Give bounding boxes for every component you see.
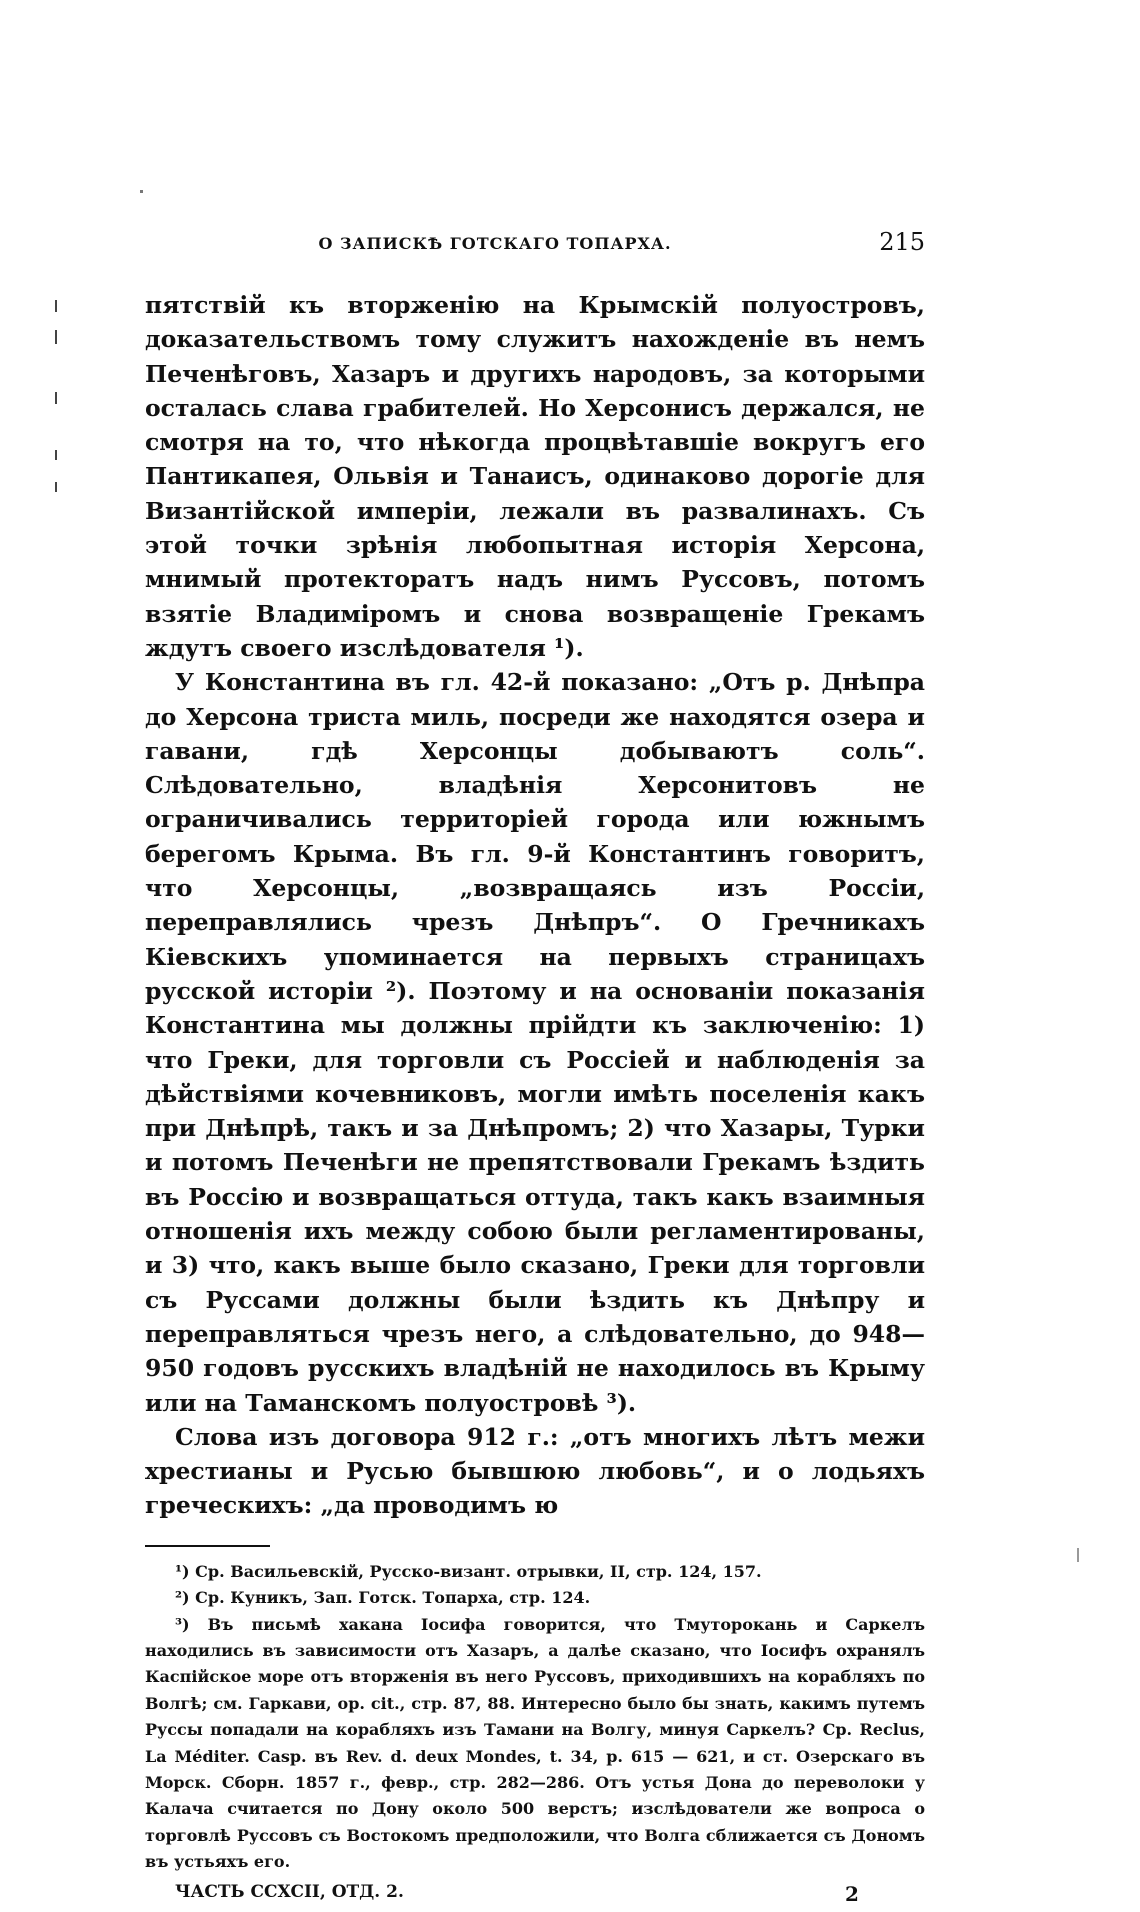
scan-margin-mark — [55, 392, 57, 404]
paragraph: Слова изъ договора 912 г.: „отъ многихъ лѣтъ межи хрестианы и Русью бывшюю любовь“, и о лодьяхъ греческихъ: „да проводимъ ю — [145, 1422, 925, 1520]
page-footer — [145, 1882, 925, 1912]
footnote-separator — [145, 1545, 270, 1547]
printer-signature: ЧАСТЬ CCXCII, ОТД. 2. — [175, 1881, 404, 1902]
paragraph: У Константина въ гл. 42-й показано: „Отъ р. Днѣпра до Херсона триста миль, посреди же находятся озера и гавани, гдѣ Херсонцы добываютъ соль“. Слѣдовательно, владѣнія Херсонитовъ не ограничивались территоріей города или южнымъ берегомъ Крыма. Въ гл. 9-й Константинъ говоритъ, что Херсонцы, „возвращаясь изъ Россіи, переправлялись чрезъ Днѣпръ“. О Гречникахъ Кіевскихъ упоминается на первыхъ страницахъ русской исторіи ²). Поэтому и на основаніи показанія Константина мы должны прійдти къ заключенію: 1) что Греки, для торговли съ Россіей и наблюденія за дѣйствіями кочевниковъ, могли имѣть поселенія какъ при Днѣпрѣ, такъ и за Днѣпромъ; 2) что Хазары, Турки и потомъ Печенѣги не препятствовали Грекамъ ѣздить въ Россію и возвращаться оттуда, такъ какъ взаимныя отношенія ихъ между собою были регламентированы, и 3) что, какъ выше было сказано, Греки для торговли съ Руссами должны были ѣздить къ Днѣпру и переправляться чрезъ него, а слѣдовательно, до 948—950 годовъ русскихъ владѣній не находилось въ Крыму или на Таманскомъ полуостровѣ ³). — [145, 668, 925, 1417]
scan-margin-mark — [55, 450, 57, 460]
page-number: 215 — [879, 228, 925, 256]
scan-margin-mark — [1077, 1548, 1079, 1562]
book-page — [145, 228, 925, 1912]
scan-margin-mark — [55, 482, 57, 492]
scan-dot — [140, 190, 143, 193]
footnote: ²) Ср. Куникъ, Зап. Готск. Топарха, стр. 124. — [175, 1588, 591, 1608]
footnotes — [145, 1559, 925, 1876]
footnote: ³) Въ письмѣ хакана Іосифа говорится, что Тмуторокань и Саркелъ находились въ зависимости отъ Хазаръ, а далѣе сказано, что Іосифъ охранялъ Каспійское море отъ вторженія въ него Руссовъ, приходившихъ на корабляхъ по Волгѣ; см. Гаркави, op. cit., стр. 87, 88. Интересно было бы знать, какимъ путемъ Руссы попадали на корабляхъ изъ Тамани на Волгу, минуя Саркелъ? Ср. Reclus, La Méditer. Casp. въ Rev. d. deux Mondes, t. 34, p. 615 — 621, и ст. Озерскаго въ Морск. Сборн. 1857 г., февр., стр. 282—286. Отъ устья Дона до переволоки у Калача считается по Дону около 500 верстъ; изслѣдователи же вопроса о торговлѣ Руссовъ съ Востокомъ предположили, что Волга сближается съ Дономъ въ устьяхъ его. — [145, 1614, 925, 1872]
scan-margin-mark — [55, 330, 57, 344]
signature-number: 2 — [845, 1881, 859, 1906]
scan-margin-mark — [55, 300, 57, 312]
page-header — [145, 228, 925, 268]
running-title: О ЗАПИСКѢ ГОТСКАГО ТОПАРХА. — [318, 234, 672, 253]
main-text — [145, 288, 925, 1523]
footnote: ¹) Ср. Васильевскій, Русско-визант. отрывки, II, стр. 124, 157. — [175, 1561, 762, 1581]
paragraph: пятствій къ вторженію на Крымскій полуостровъ, доказательствомъ тому служитъ нахожденіе въ немъ Печенѣговъ, Хазаръ и другихъ народовъ, за которыми осталась слава грабителей. Но Херсонисъ держался, не смотря на то, что нѣкогда процвѣтавшіе вокругъ его Пантикапея, Ольвія и Танаисъ, одинаково дорогіе для Византійской имперіи, лежали въ развалинахъ. Съ этой точки зрѣнія любопытная исторія Херсона, мнимый протекторатъ надъ нимъ Руссовъ, потомъ взятіе Владиміромъ и снова возвращеніе Грекамъ ждутъ своего изслѣдователя ¹). — [145, 291, 925, 662]
